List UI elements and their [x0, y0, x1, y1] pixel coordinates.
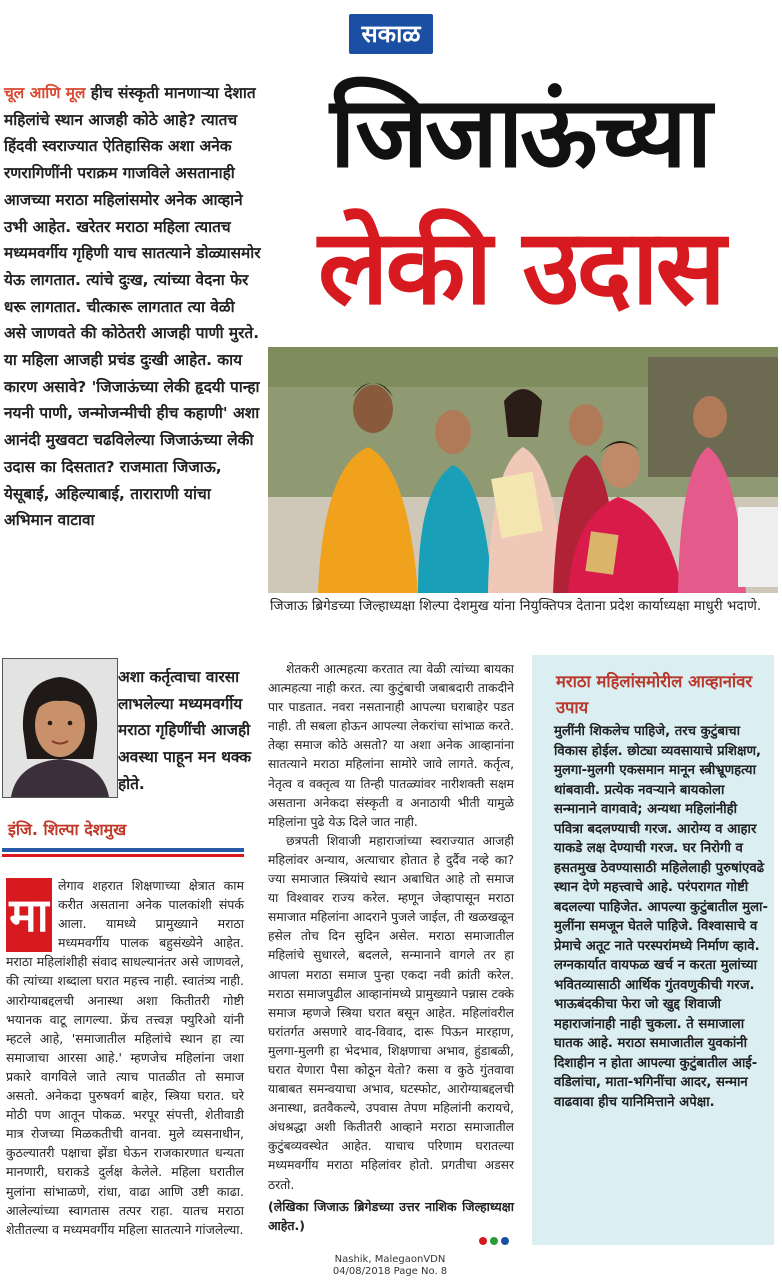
- photo-caption: जिजाऊ ब्रिगेडच्या जिल्हाध्यक्षा शिल्पा देशमुख यांना नियुक्तिपत्र देताना प्रदेश कार्याध्यक्षा माधुरी भदाणे.: [270, 598, 762, 614]
- author-photo: [2, 658, 118, 798]
- drop-cap: मा: [6, 878, 52, 952]
- footer-edition: Nashik, MalegaonVDN: [334, 1254, 446, 1265]
- author-byline: इंजि. शिल्पा देशमुख: [8, 820, 127, 839]
- headline-line-2: लेकी उदास: [318, 206, 723, 328]
- column-2-paragraph-2: छत्रपती शिवाजी महाराजांच्या स्वराज्यात आजही महिलांवर अन्याय, अत्याचार होतात हे दुर्दैव नव्हे का? ज्या समाजात स्त्रियांचे स्थान अबाधित आहे तो समाज या विश्वावर राज्य करेल. म्हणून जेव्हापासून मराठा समाजात महिलांना आदराने पुजले जाईल, ती खळखळून हसेल तोच दिन सुदिन असेल. मराठा समाजातील महिलांचे सुधारले, बदलले, सन्मानाने वागले तर हा आपला मराठा समाज पुन्हा एकदा नवी क्रांती करेल. मराठा समाजपुढील आव्हानांमध्ये प्रामुख्याने पन्नास टक्के समाज म्हणजे स्त्रिया घरात बसून आहेत. महिलांवरील घरांतर्गत असणारे वाद-विवाद, दारू पिऊन मारहाण, मुलगा-मुलगी हा भेदभाव, शिक्षणाचा अभाव, हुंडाबळी, घरात येणारा पैसा कोठून येतो? कसा व कुठे गुंतवावा याबाबत समन्वयाचा अभाव, घटस्फोट, आरोग्याबद्दलची अनास्था, व्रतवैकल्ये, उपवास तेपण महिलांनी करायचे, अंधश्रद्धा अशी कितीतरी आव्हाने मराठा समाजातील कुटुंबव्यवस्थेत आहेत. याचाच परिणाम घरातल्या मध्यमवर्गीय मराठा महिलांवर होतो. प्रगतीचा अडसर ठरतो.: [268, 833, 514, 1192]
- intro-paragraph: [4, 80, 262, 534]
- article-column-1: [6, 876, 244, 1239]
- footer-date-page: 04/08/2018 Page No. 8: [332, 1266, 448, 1277]
- page-footer: [330, 1254, 450, 1278]
- column-2-paragraph-1: शेतकरी आत्महत्या करतात त्या वेळी त्यांच्या बायका आत्महत्या नाही करत. त्या कुटुंबाची जबाबदारी ताकदीने पार पाडतात. नवरा नसतानाही आपल्या घराबाहेर पडत नाही. ती सबला होऊन आपल्या लेकरांचा सांभाळ करते. तेव्हा समाज कोठे असतो? या अशा अनेक आव्हानांना सातत्याने मराठा महिलांना सामोरे जावे लागते. कर्तृत्व, नेतृत्व व वक्तृत्व या तिन्ही पातळ्यांवर नारीशक्ती सक्षम असताना अनेकदा संस्कृती व अनाठायी भीती यामुळे महिलांना पुढे येऊ दिले जात नाही.: [268, 662, 514, 829]
- color-dots-icon: [478, 1236, 518, 1246]
- intro-tail: अशा कर्तृत्वाचा वारसा लाभलेल्या मध्यमवर्गीय मराठा गृहिणींची आजही अवस्था पाहून मन थक्क होते.: [118, 668, 252, 793]
- intro-lead: चूल आणि मूल: [4, 84, 86, 102]
- byline-rule-red: [2, 854, 244, 857]
- author-note: (लेखिका जिजाऊ ब्रिगेडच्या उत्तर नाशिक जिल्हाध्यक्षा आहेत.): [268, 1198, 514, 1233]
- article-column-2: [268, 660, 514, 1235]
- headline-line-1: जिजाऊंच्या: [330, 76, 710, 190]
- sidebar-body: मुलींनी शिकलेच पाहिजे, तरच कुटुंबाचा विकास होईल. छोट्या व्यवसायाचे प्रशिक्षण, मुलगा-मुलगी एकसमान मानून स्त्रीभ्रूणहत्या थांबवावी. प्रत्येक नवऱ्याने बायकोला सन्मानाने वागवावे; अन्यथा महिलांनीही पवित्रा बदलण्याची गरज. आरोग्य व आहार याकडे लक्ष देण्याची गरज. घर निरोगी व हसतमुख ठेवण्यासाठी महिलेलाही पुरुषांएवढे स्थान देणे महत्त्वाचे आहे. परंपरागत गोष्टी बदलल्या पाहिजेत. आपल्या कुटुंबातील मुला-मुलींना समजून घेतले पाहिजे. विश्वासाचे व प्रेमाचे अतूट नाते परस्परांमध्ये निर्माण व्हावे. लग्नकार्यात वायफळ खर्च न करता मुलांच्या भवितव्यासाठी आर्थिक गुंतवणुकीची गरज. भाऊबंदकीचा फेरा जो खुद्द शिवाजी महाराजांनाही नाही चुकला. ते समाजाला घातक आहे. मराठा समाजातील युवकांनी दिशाहीन न होता आपल्या कुटुंबातील आई-वडिलांचा, माता-भगिनींचा आदर, सन्मान वाढवावा हीच यानिमित्ताने अपेक्षा.: [554, 724, 768, 1110]
- event-photo: [268, 347, 778, 593]
- byline-rule-blue: [2, 848, 244, 852]
- newspaper-logo: सकाळ: [349, 14, 433, 54]
- column-1-text: लेगाव शहरात शिक्षणाच्या क्षेत्रात काम करीत असताना अनेक पालकांशी संपर्क आला. यामध्ये प्रामुख्याने मराठा मध्यमवर्गीय पालक बहुसंख्येने आहेत. मराठा महिलांशीही संवाद साधल्यानंतर असे जाणवले, की त्यांच्या शब्दाला घरात महत्त्व नाही. स्वातंत्र्य नाही. आरोग्याबद्दलची अनास्था अशा कितीतरी गोष्टी भयानक वाटू लागल्या. फ्रेंच तत्त्वज्ञ फ्युरिओ यांनी म्हटले आहे, 'समाजातील महिलांचे स्थान हा त्या समाजाचा आरसा आहे.' म्हणजेच महिलांना जशा प्रकारे वागविले जाते त्याच पातळीत तो समाज असतो. अनेकदा पुरुषवर्ग बाहेर, स्त्रिया घरात. घरे मोठी पण आतून पोकळ. भरपूर संपत्ती, शेतीवाडी मात्र रोजच्या मिळकतीची वानवा. मुले व्यसनाधीन, कुठल्यातरी पक्षाचा झेंडा घेऊन राजकारणात धन्यता मानणारी, घराकडे दुर्लक्ष केलेले. महिला घरातील मुलांना सांभाळणे, रांधा, वाढा आणि उष्टी काढा. आलेल्यांच्या स्वागतास तत्पर राहा. यातच मराठा शेतीतल्या व मध्यमवर्गीय महिला सातत्याने गांजलेल्या.: [6, 878, 244, 1237]
- sidebar-heading: मराठा महिलांसमोरील आव्हानांवर उपाय: [556, 672, 753, 717]
- intro-text: हीच संस्कृती मानणाऱ्या देशात महिलांचे स्थान आजही कोठे आहे? त्यातच हिंदवी स्वराज्यात ऐतिहासिक अशा अनेक रणरागिणींनी पराक्रम गाजविले असतानाही आजच्या मराठा महिलांसमोर अनेक आव्हाने उभी आहेत. खरेतर मराठा महिला त्यातच मध्यमवर्गीय गृहिणी याच सातत्याने डोळ्यासमोर येऊ लागतात. त्यांचे दुःख, त्यांच्या वेदना फेर धरू लागतात. चीत्कारू लागतात त्या वेळी असे जाणवते की कोठेतरी आजही पाणी मुरते. या महिला आजही प्रचंड दुःखी आहेत. काय कारण असावे? 'जिजाऊंच्या लेकी हृदयी पान्हा नयनी पाणी, जन्मोजन्मीची हीच कहाणी' अशा आनंदी मुखवटा चढविलेल्या जिजाऊंच्या लेकी उदास का दिसतात? राजमाता जिजाऊ, येसूबाई, अहिल्याबाई, ताराराणी यांचा अभिमान वाटावा: [4, 84, 261, 530]
